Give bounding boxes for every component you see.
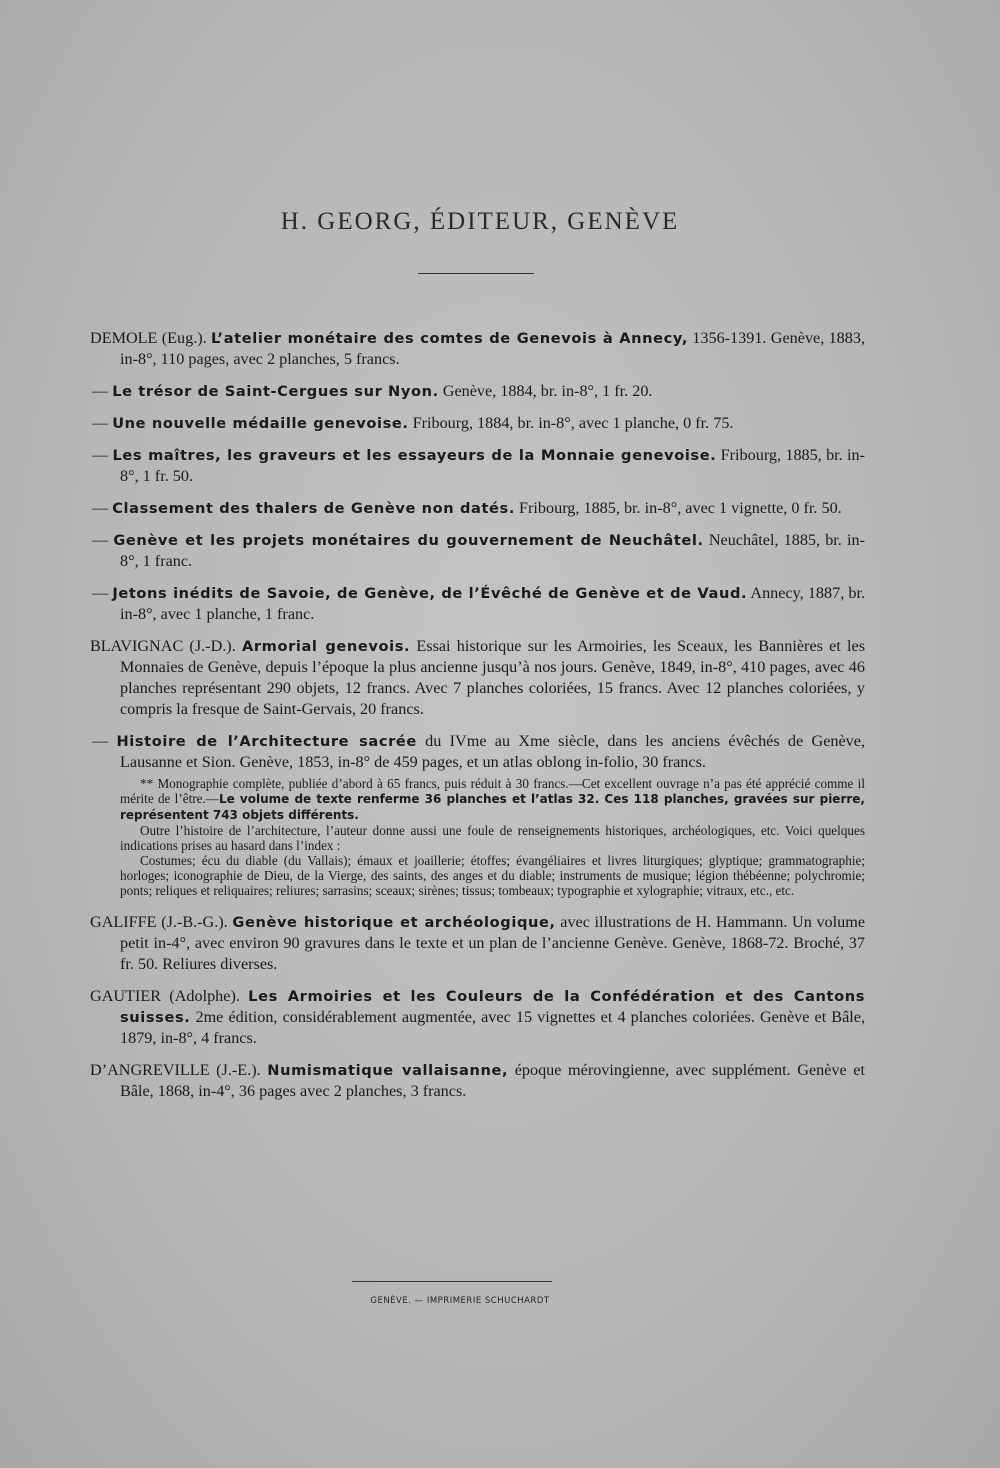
entry-author: —	[92, 584, 109, 602]
entry-title: Genève historique et archéologique,	[232, 914, 556, 931]
footer-rule	[352, 1281, 552, 1282]
note-paragraph: ** Monographie complète, publiée d’abord à 65 francs, puis réduit à 30 francs.—Cet excellent ouvrage n’a pas été apprécié comme il mérite de l’être.—Le volume de texte renferme 36 planches et l’atlas 32. Ces 118 planches, gravées sur pierre, représentent 743 objets différents.	[120, 776, 865, 822]
note-paragraph: Outre l’histoire de l’architecture, l’auteur donne aussi une foule de renseignements historiques, archéologiques, etc. Voici quelques indications prises au hasard dans l’index :	[120, 823, 865, 853]
entry-details: Fribourg, 1884, br. in-8°, avec 1 planche, 0 fr. 75.	[412, 414, 734, 432]
entry-details: avec illustrations de H. Hammann. Un volume petit in-4°, avec environ 90 gravures dans le texte et un plan de l’ancienne Genève. Genève, 1868-72. Broché, 37 fr. 50. Reliures diverses.	[120, 913, 866, 973]
entry-title: Histoire de l’Architecture sacrée	[116, 733, 417, 750]
note-emphasis: Le volume de texte renferme 36 planches et l’atlas 32. Ces 118 planches, gravées sur pierre, représentent 743 objets différents.	[120, 792, 865, 822]
catalogue-entry	[90, 731, 865, 773]
catalogue-entry	[90, 636, 865, 720]
entry-author: —	[92, 531, 109, 549]
catalogue-entry	[90, 912, 865, 975]
architecture-note	[90, 776, 865, 898]
catalogue-entry	[90, 530, 865, 572]
entry-details: époque mérovingienne, avec supplément. Genève et Bâle, 1868, in-4°, 36 pages avec 2 planches, 3 francs.	[120, 1061, 865, 1100]
catalogue-entry	[90, 328, 865, 370]
catalogue-list	[90, 328, 865, 1113]
catalogue-entry	[90, 583, 865, 625]
entry-details: du IVme au Xme siècle, dans les anciens évêchés de Genève, Lausanne et Sion. Genève, 1853, in-8° de 459 pages, et un atlas oblong in-folio, 30 francs.	[120, 732, 865, 771]
entry-title: Genève et les projets monétaires du gouvernement de Neuchâtel.	[113, 532, 704, 549]
entry-author: —	[92, 446, 109, 464]
catalogue-entry	[90, 498, 865, 519]
entry-title: Armorial genevois.	[241, 638, 411, 655]
printer-imprint: GENÈVE. — IMPRIMERIE SCHUCHARDT	[370, 1296, 550, 1306]
catalogue-entry	[90, 381, 865, 402]
entry-title: Jetons inédits de Savoie, de Genève, de l’Évêché de Genève et de Vaud.	[112, 585, 748, 602]
entry-title: Numismatique vallaisanne,	[267, 1062, 509, 1079]
entry-title: L’atelier monétaire des comtes de Genevois à Annecy,	[211, 330, 688, 347]
entry-author: GAUTIER (Adolphe).	[90, 987, 240, 1005]
entry-title: Les Armoiries et les Couleurs de la Confédération et des Cantons suisses.	[120, 988, 866, 1026]
entry-details: Fribourg, 1885, br. in-8°, 1 fr. 50.	[120, 446, 865, 485]
entry-title: Le trésor de Saint-Cergues sur Nyon.	[112, 383, 439, 400]
entry-author: —	[92, 499, 109, 517]
entry-details: Essai historique sur les Armoiries, les Sceaux, les Bannières et les Monnaies de Genève, depuis l’époque la plus ancienne jusqu’à nos jours. Genève, 1849, in-8°, 410 pages, avec 46 planches représentant 290 objets, 12 francs. Avec 7 planches coloriées, 15 francs. Avec 12 planches coloriées, y compris la fresque de Saint-Gervais, 20 francs.	[120, 637, 865, 718]
publisher-header: H. GEORG, ÉDITEUR, GENÈVE	[280, 208, 680, 235]
entry-author: —	[92, 732, 109, 750]
catalogue-entry	[90, 986, 865, 1049]
entry-details: Fribourg, 1885, br. in-8°, avec 1 vignette, 0 fr. 50.	[519, 499, 842, 517]
note-paragraph: Costumes; écu du diable (du Vallais); émaux et joaillerie; étoffes; évangéliaires et livres liturgiques; glyptique; grammatographie; horloges; iconographie de Dieu, de la Vierge, des saints, des anges et du diable; instruments de musique; légion thébéenne; polychromie; ponts; reliques et reliquaires; reliures; sarrasins; sceaux; sirènes; tissus; tombeaux; typographie et xylographie; vitraux, etc., etc.	[120, 853, 865, 898]
entry-author: BLAVIGNAC (J.-D.).	[90, 637, 236, 655]
entry-details: 1356-1391. Genève, 1883, in-8°, 110 pages, avec 2 planches, 5 francs.	[120, 329, 866, 368]
entry-details: Genève, 1884, br. in-8°, 1 fr. 20.	[442, 382, 653, 400]
entry-title: Une nouvelle médaille genevoise.	[112, 415, 409, 432]
catalogue-entry	[90, 413, 865, 434]
catalogue-entry	[90, 1060, 865, 1102]
entry-author: GALIFFE (J.-B.-G.).	[90, 913, 228, 931]
entry-author: D’ANGREVILLE (J.-E.).	[90, 1061, 261, 1079]
entry-title: Classement des thalers de Genève non datés.	[112, 500, 515, 517]
entry-details: Neuchâtel, 1885, br. in-8°, 1 franc.	[120, 531, 865, 570]
entry-author: —	[92, 414, 109, 432]
entry-details: Annecy, 1887, br. in-8°, avec 1 planche, 1 franc.	[120, 584, 866, 623]
entry-details: 2me édition, considérablement augmentée, avec 15 vignettes et 4 planches coloriées. Genève et Bâle, 1879, in-8°, 4 francs.	[120, 1008, 866, 1047]
header-rule	[418, 273, 534, 274]
entry-author: —	[92, 382, 109, 400]
entry-author: DEMOLE (Eug.).	[90, 329, 207, 347]
catalogue-entry	[90, 445, 865, 487]
entry-title: Les maîtres, les graveurs et les essayeurs de la Monnaie genevoise.	[112, 447, 717, 464]
